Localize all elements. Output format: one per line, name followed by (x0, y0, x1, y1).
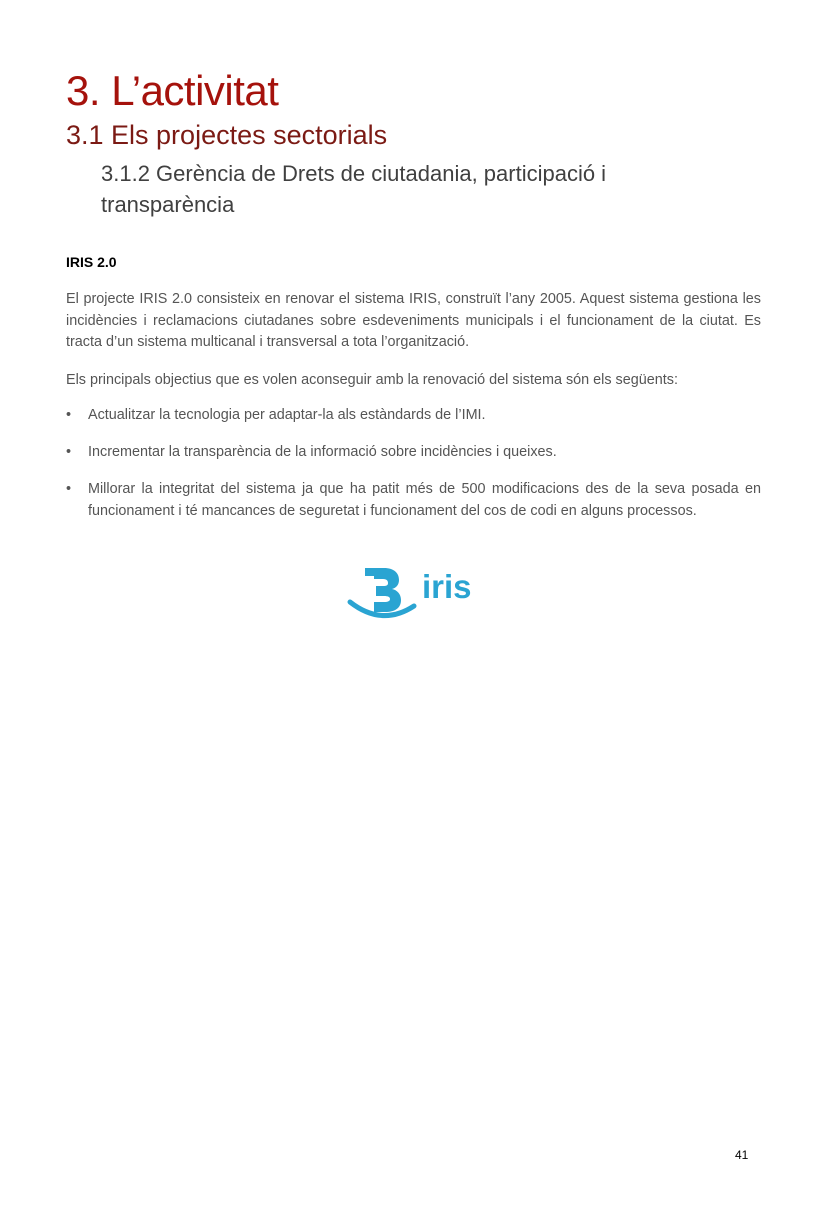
bullet-icon: • (66, 444, 72, 460)
list-item (66, 479, 761, 522)
bullet-icon: • (66, 407, 72, 423)
list-item-text: Incrementar la transparència de la informació sobre incidències i queixes. (88, 444, 557, 460)
list-item (66, 442, 761, 464)
list-item-text: Millorar la integritat del sistema ja que ha patit més de 500 modificacions des de la seva posada en funcionament i té mancances de seguretat i funcionament del cos de codi en alguns processos. (88, 481, 761, 519)
barcelona-b-logo-icon (350, 568, 414, 616)
list-item-text: Actualitzar la tecnologia per adaptar-la als estàndards de l’IMI. (88, 407, 486, 423)
iris-logo-text: iris (422, 568, 472, 605)
subsection-title: 3.1.2 Gerència de Drets de ciutadania, participació i transparència (101, 161, 607, 217)
intro-paragraph: El projecte IRIS 2.0 consisteix en renovar el sistema IRIS, construït l’any 2005. Aquest sistema gestiona les incidències i reclamacions ciutadanes sobre esdeveniments municipals i el funcionament de la ciutat. Es tracta d’un sistema multicanal i transversal a tota l’organització. (66, 291, 761, 350)
list-item (66, 405, 761, 427)
section-title: 3.1 Els projectes sectorials (66, 120, 388, 150)
iris-logo (346, 564, 486, 624)
objectives-list (66, 405, 761, 538)
page-number: 41 (735, 1148, 749, 1162)
objectives-paragraph: Els principals objectius que es volen aconseguir amb la renovació del sistema són els següents: (66, 372, 678, 388)
bullet-icon: • (66, 481, 72, 497)
project-heading: IRIS 2.0 (66, 254, 117, 270)
chapter-title: 3. L’activitat (66, 67, 279, 114)
